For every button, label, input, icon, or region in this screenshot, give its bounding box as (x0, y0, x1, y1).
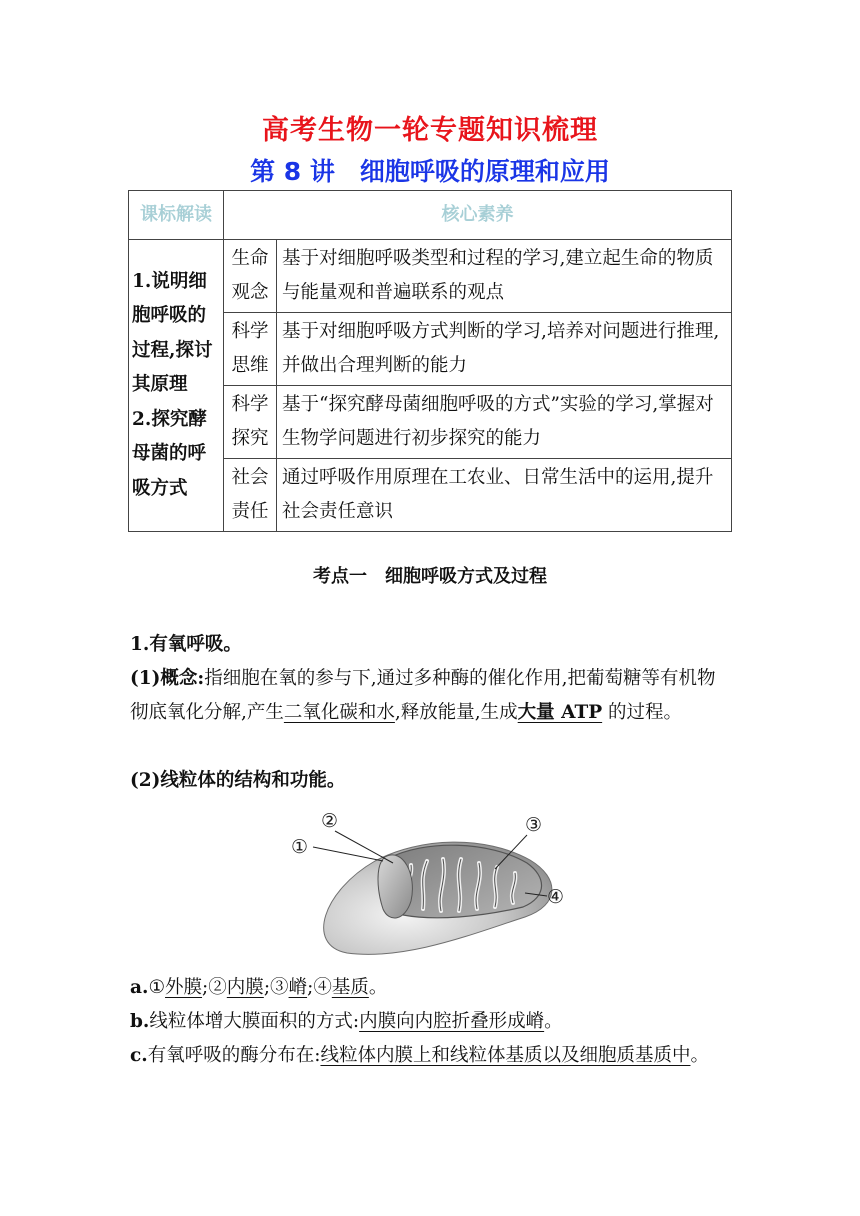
curriculum-item-1: 1.说明细胞呼吸的过程,探讨其原理 (132, 270, 213, 396)
separator: ; (263, 977, 271, 998)
table-header-row (129, 191, 732, 240)
category-cell (224, 240, 277, 313)
paragraph-aerobic (130, 628, 730, 662)
question-text: 线粒体增大膜面积的方式: (149, 1011, 360, 1032)
marker: ③ (270, 977, 289, 998)
answer-blank: 大量 ATP (517, 702, 603, 723)
concept-text: 指细胞在氧的参与下,通过多种酶的催化作用,把葡萄糖等有机物彻底氧化分解,产生 (130, 668, 716, 723)
answer-blank: 二氧化碳和水 (283, 702, 395, 723)
paragraph-heading: 1.有氧呼吸。 (130, 634, 242, 655)
answer-blank: 内膜向内腔折叠形成嵴 (359, 1011, 545, 1032)
concept-text: 的过程。 (602, 702, 683, 723)
lesson-title: 第 8 讲 细胞呼吸的原理和应用 (250, 157, 610, 186)
paragraph-mitochondria (130, 764, 730, 798)
curriculum-item-2: 2.探究酵母菌的呼吸方式 (132, 408, 207, 499)
marker: ① (148, 977, 166, 998)
description-cell: 基于对细胞呼吸方式判断的学习,培养对问题进行推理,并做出合理判断的能力 (277, 313, 732, 386)
section-title: 考点一 细胞呼吸方式及过程 (313, 566, 547, 587)
curriculum-cell (129, 240, 224, 532)
category-line: 社会 (231, 467, 269, 488)
answer-blank: 嵴 (288, 977, 308, 998)
separator: ; (307, 977, 314, 998)
table-row (129, 240, 732, 313)
category-line: 生命 (231, 248, 269, 269)
category-line: 探究 (231, 428, 269, 449)
question-text: 有氧呼吸的酶分布在: (147, 1045, 321, 1066)
paragraph-enzyme-location (130, 1039, 730, 1073)
paragraph-membrane-area (130, 1005, 730, 1039)
marker: ④ (313, 977, 332, 998)
category-cell (224, 386, 277, 459)
answer-blank: 基质 (331, 977, 369, 998)
header-curriculum: 课标解读 (129, 191, 224, 240)
separator: 。 (544, 1011, 563, 1032)
separator: ; (202, 977, 209, 998)
header-core-literacy: 核心素养 (224, 191, 732, 240)
category-cell (224, 459, 277, 532)
paragraph-structure-labels (130, 971, 730, 1005)
document-title: 高考生物一轮专题知识梳理 (262, 115, 598, 146)
category-cell (224, 313, 277, 386)
paragraph-heading: (2)线粒体的结构和功能。 (130, 770, 346, 791)
description-cell: 基于“探究酵母菌细胞呼吸的方式”实验的学习,掌握对生物学问题进行初步探究的能力 (277, 386, 732, 459)
label-1: ① (291, 836, 309, 858)
category-line: 责任 (231, 501, 269, 522)
separator: 。 (368, 977, 388, 998)
label-3: ③ (525, 814, 543, 836)
separator: 。 (690, 1045, 709, 1066)
label-2: ② (321, 810, 339, 832)
description-cell: 基于对细胞呼吸类型和过程的学习,建立起生命的物质与能量观和普遍联系的观点 (277, 240, 732, 313)
curriculum-table (128, 190, 732, 532)
mitochondrion-diagram (285, 805, 585, 965)
answer-blank: 内膜 (226, 977, 264, 998)
label-4: ④ (547, 886, 565, 908)
category-line: 思维 (231, 355, 269, 376)
item-prefix: a. (130, 977, 149, 998)
concept-label: (1)概念: (130, 668, 205, 689)
answer-blank: 外膜 (165, 977, 203, 998)
marker: ② (208, 977, 227, 998)
item-prefix: b. (130, 1011, 150, 1032)
paragraph-concept (130, 662, 730, 730)
category-line: 科学 (231, 321, 269, 342)
concept-text: ,释放能量,生成 (394, 702, 518, 723)
category-line: 科学 (231, 394, 269, 415)
category-line: 观念 (231, 282, 269, 303)
description-cell: 通过呼吸作用原理在工农业、日常生活中的运用,提升社会责任意识 (277, 459, 732, 532)
answer-blank: 线粒体内膜上和线粒体基质以及细胞质基质中 (320, 1045, 691, 1066)
item-prefix: c. (130, 1045, 148, 1066)
